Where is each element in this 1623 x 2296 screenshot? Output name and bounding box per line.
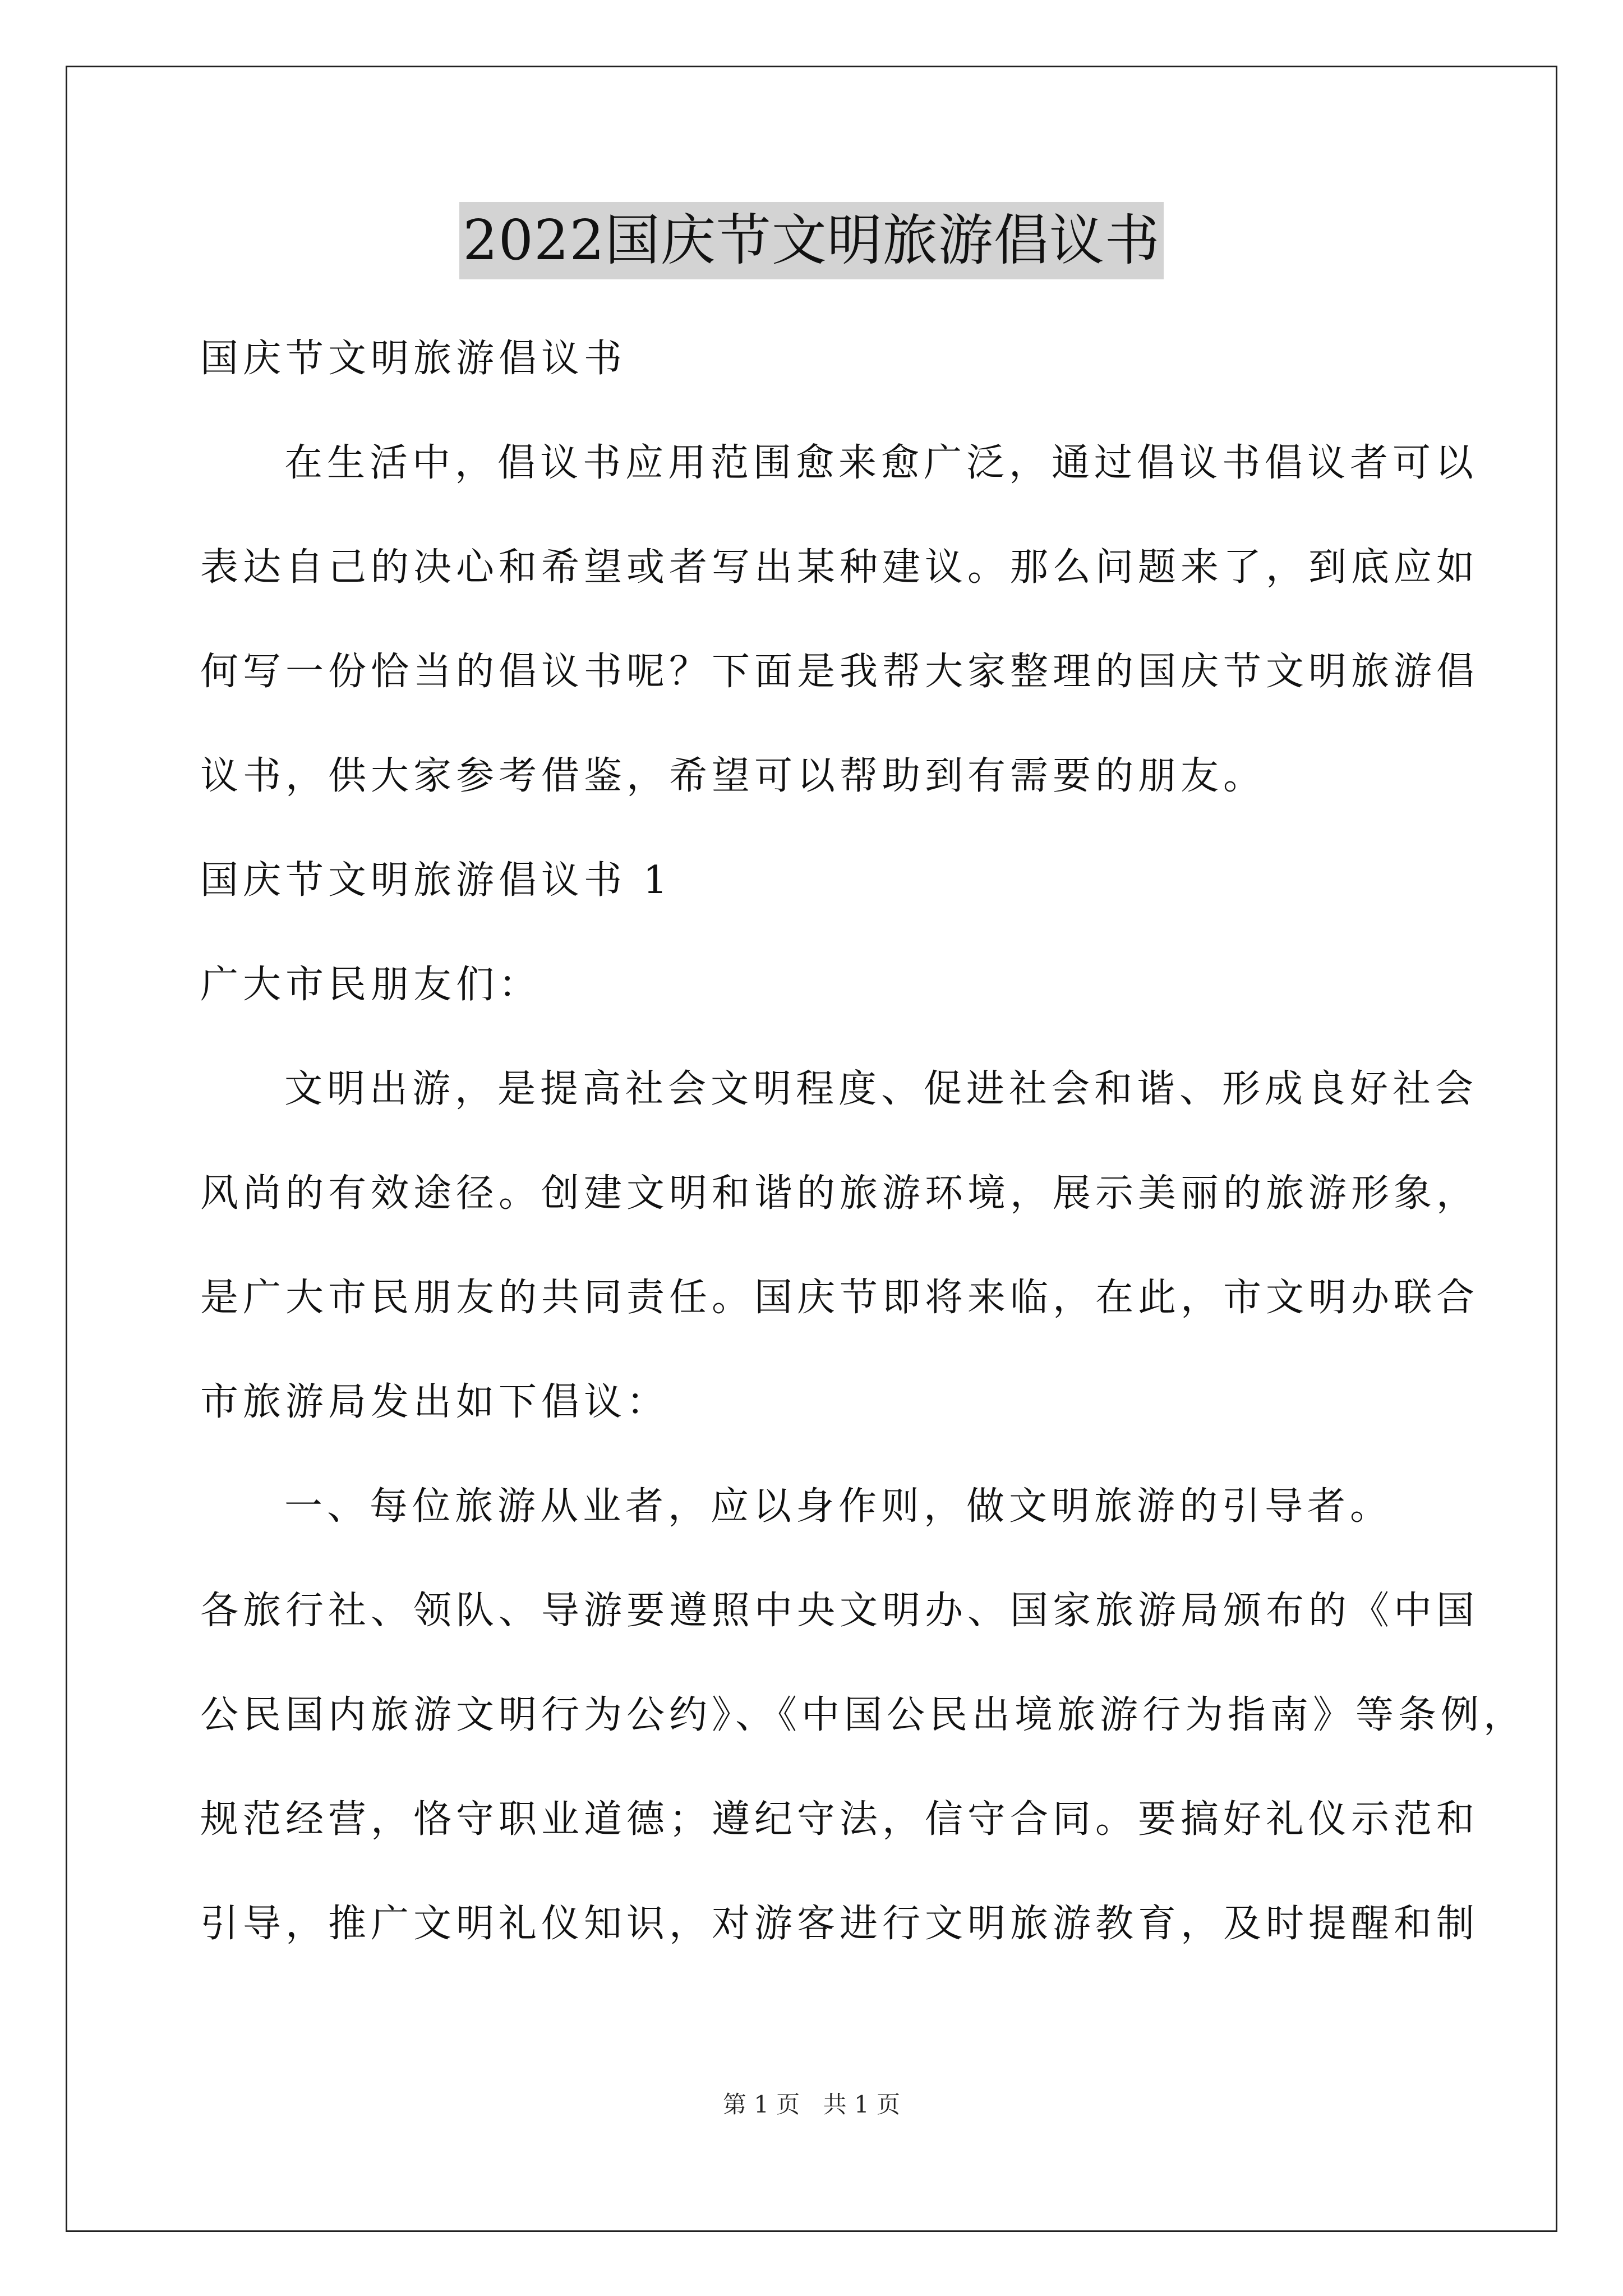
body-line: 是广大市民朋友的共同责任。国庆节即将来临，在此，市文明办联合 xyxy=(200,1276,1479,1320)
body-line: 规范经营，恪守职业道德；遵纪守法，信守合同。要搞好礼仪示范和 xyxy=(200,1797,1479,1842)
body-line: 议书，供大家参考借鉴，希望可以帮助到有需要的朋友。 xyxy=(200,754,1266,798)
body-line: 表达自己的决心和希望或者写出某种建议。那么问题来了，到底应如 xyxy=(200,545,1479,590)
page-total: 共 1 页 xyxy=(823,2091,901,2118)
body-line: 一、每位旅游从业者，应以身作则，做文明旅游的引导者。 xyxy=(284,1484,1393,1529)
body-line: 公民国内旅游文明行为公约》、《中国公民出境旅游行为指南》等条例， xyxy=(200,1693,1527,1737)
document-body xyxy=(200,331,1527,2000)
page-footer xyxy=(0,2088,1623,2122)
title-container xyxy=(0,202,1623,279)
page-number: 第 1 页 xyxy=(722,2091,800,2118)
body-line: 在生活中，倡议书应用范围愈来愈广泛，通过倡议书倡议者可以 xyxy=(284,441,1478,485)
body-line: 国庆节文明旅游倡议书 1 xyxy=(200,858,672,903)
document-title: 2022国庆节文明旅游倡议书 xyxy=(459,202,1163,279)
body-line: 广大市民朋友们： xyxy=(200,963,542,1007)
body-line: 市旅游局发出如下倡议： xyxy=(200,1380,670,1424)
body-line: 引导，推广文明礼仪知识，对游客进行文明旅游教育，及时提醒和制 xyxy=(200,1902,1479,1946)
body-line: 各旅行社、领队、导游要遵照中央文明办、国家旅游局颁布的《中国 xyxy=(200,1589,1479,1633)
body-line: 文明出游，是提高社会文明程度、促进社会和谐、形成良好社会 xyxy=(284,1067,1478,1111)
body-line: 风尚的有效途径。创建文明和谐的旅游环境，展示美丽的旅游形象， xyxy=(200,1171,1479,1216)
body-line: 国庆节文明旅游倡议书 xyxy=(200,337,627,381)
body-line: 何写一份恰当的倡议书呢？下面是我帮大家整理的国庆节文明旅游倡 xyxy=(200,650,1479,694)
